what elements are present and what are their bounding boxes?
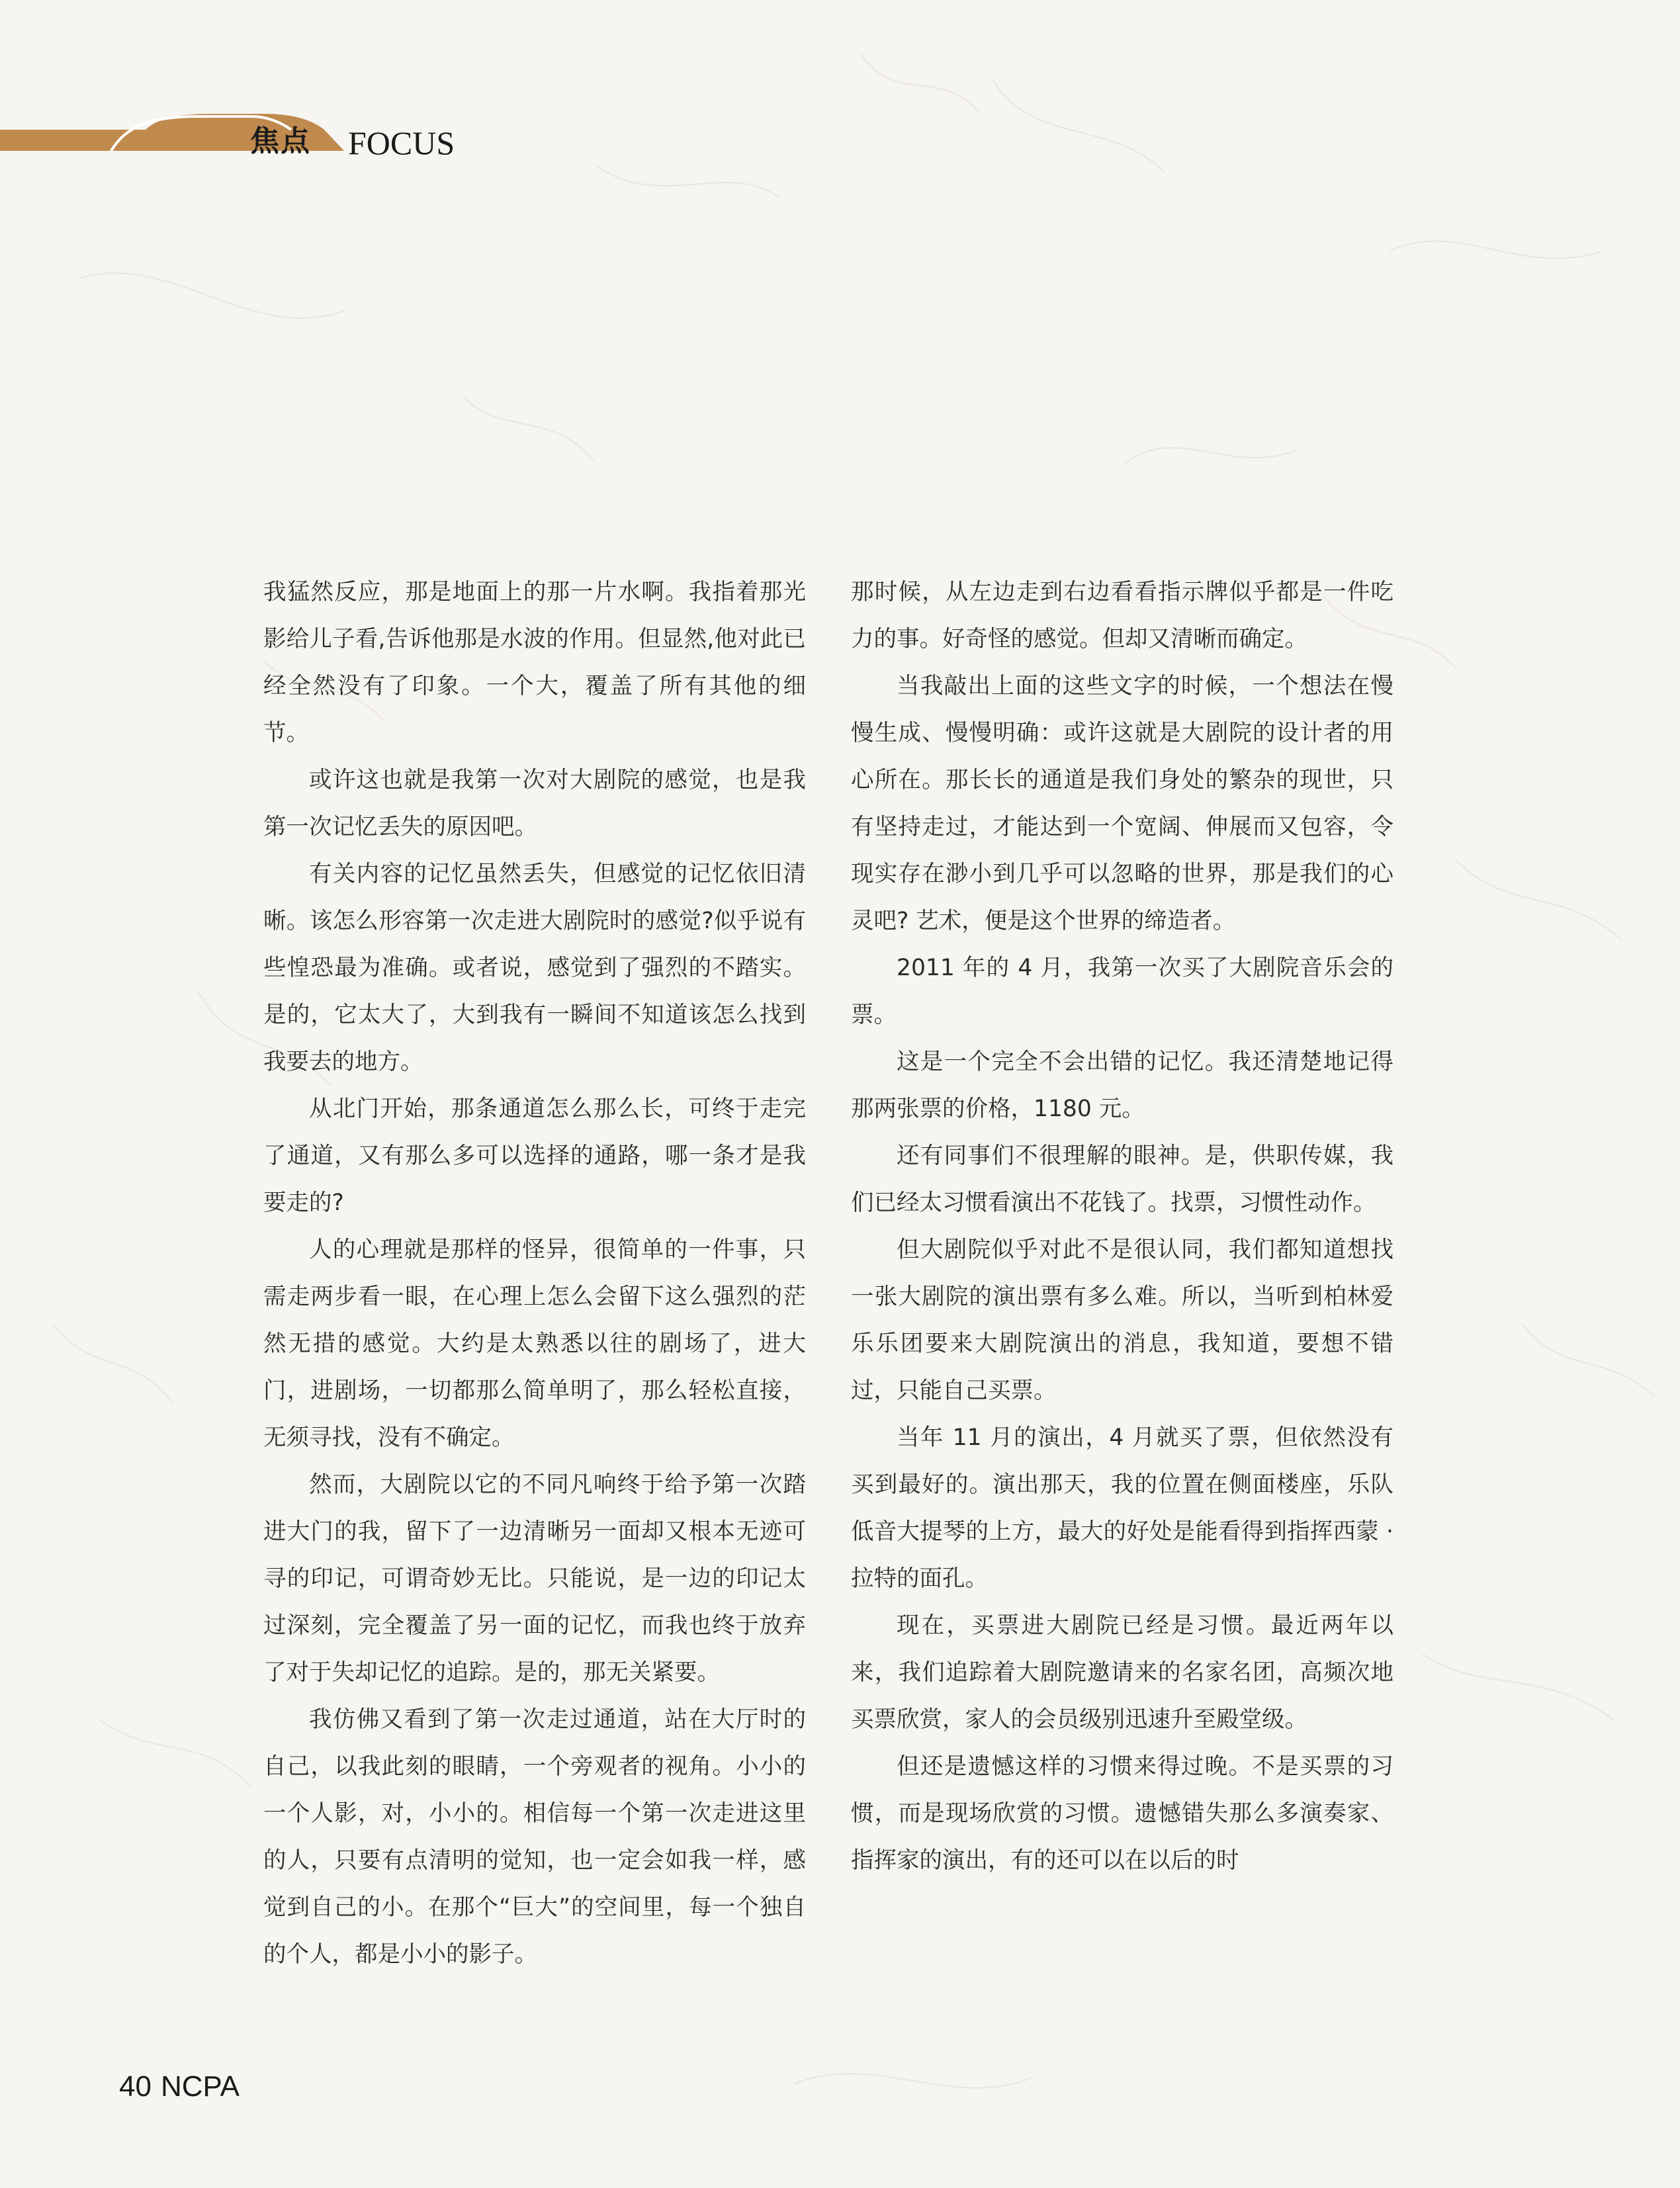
paragraph: 我仿佛又看到了第一次走过通道，站在大厅时的自己，以我此刻的眼睛，一个旁观者的视角。小小的一个人影，对，小小的。相信每一个第一次走进这里的人，只要有点清明的觉知，也一定会如我一样，感觉到自己的小。在那个“巨大”的空间里，每一个独自的个人，都是小小的影子。 bbox=[263, 1706, 806, 1968]
section-title-cn: 焦点 bbox=[250, 124, 311, 158]
paragraph: 我猛然反应，那是地面上的那一片水啊。我指着那光影给儿子看,告诉他那是水波的作用。但显然,他对此已经全然没有了印象。一个大，覆盖了所有其他的细节。 bbox=[263, 579, 806, 746]
text-column-right bbox=[851, 569, 1393, 1884]
paragraph: 还有同事们不很理解的眼神。是，供职传媒，我们已经太习惯看演出不花钱了。找票，习惯性动作。 bbox=[851, 1143, 1393, 1216]
paragraph: 但还是遗憾这样的习惯来得过晚。不是买票的习惯，而是现场欣赏的习惯。遗憾错失那么多演奏家、指挥家的演出，有的还可以在以后的时 bbox=[851, 1753, 1393, 1874]
paragraph: 那时候，从左边走到右边看看指示牌似乎都是一件吃力的事。好奇怪的感觉。但却又清晰而确定。 bbox=[851, 579, 1393, 652]
text-column-left bbox=[263, 569, 806, 1978]
paragraph: 但大剧院似乎对此不是很认同，我们都知道想找一张大剧院的演出票有多么难。所以，当听到柏林爱乐乐团要来大剧院演出的消息，我知道，要想不错过，只能自己买票。 bbox=[851, 1237, 1393, 1404]
footer-brand: NCPA bbox=[160, 2070, 240, 2103]
paragraph: 或许这也就是我第一次对大剧院的感觉，也是我第一次记忆丢失的原因吧。 bbox=[263, 767, 806, 840]
paragraph: 这是一个完全不会出错的记忆。我还清楚地记得那两张票的价格，1180 元。 bbox=[851, 1049, 1393, 1122]
paragraph: 现在，买票进大剧院已经是习惯。最近两年以来，我们追踪着大剧院邀请来的名家名团，高频次地买票欣赏，家人的会员级别迅速升至殿堂级。 bbox=[851, 1612, 1393, 1733]
paragraph: 当我敲出上面的这些文字的时候，一个想法在慢慢生成、慢慢明确：或许这就是大剧院的设计者的用心所在。那长长的通道是我们身处的繁杂的现世，只有坚持走过，才能达到一个宽阔、伸展而又包容，令现实存在渺小到几乎可以忽略的世界，那是我们的心灵吧? 艺术，便是这个世界的缔造者。 bbox=[851, 673, 1393, 934]
paragraph: 当年 11 月的演出，4 月就买了票，但依然没有买到最好的。演出那天，我的位置在侧面楼座，乐队低音大提琴的上方，最大的好处是能看得到指挥西蒙 · 拉特的面孔。 bbox=[851, 1424, 1393, 1592]
section-title-en: FOCUS bbox=[348, 124, 455, 161]
paragraph: 从北门开始，那条通道怎么那么长，可终于走完了通道，又有那么多可以选择的通路，哪一条才是我要走的? bbox=[263, 1096, 806, 1216]
paragraph: 人的心理就是那样的怪异，很简单的一件事，只需走两步看一眼，在心理上怎么会留下这么强烈的茫然无措的感觉。大约是太熟悉以往的剧场了，进大门，进剧场，一切都那么简单明了，那么轻松直接，无须寻找，没有不确定。 bbox=[263, 1237, 806, 1451]
paragraph: 2011 年的 4 月，我第一次买了大剧院音乐会的票。 bbox=[851, 955, 1393, 1028]
page-number: 40 bbox=[119, 2070, 152, 2103]
paragraph: 然而，大剧院以它的不同凡响终于给予第一次踏进大门的我，留下了一边清晰另一面却又根本无迹可寻的印记，可谓奇妙无比。只能说，是一边的印记太过深刻，完全覆盖了另一面的记忆，而我也终于放弃了对于失却记忆的追踪。是的，那无关紧要。 bbox=[263, 1471, 806, 1686]
page-footer bbox=[119, 2068, 249, 2105]
paragraph: 有关内容的记忆虽然丢失，但感觉的记忆依旧清晰。该怎么形容第一次走进大剧院时的感觉?似乎说有些惶恐最为准确。或者说，感觉到了强烈的不踏实。是的，它太大了，大到我有一瞬间不知道该怎么找到我要去的地方。 bbox=[263, 861, 806, 1075]
